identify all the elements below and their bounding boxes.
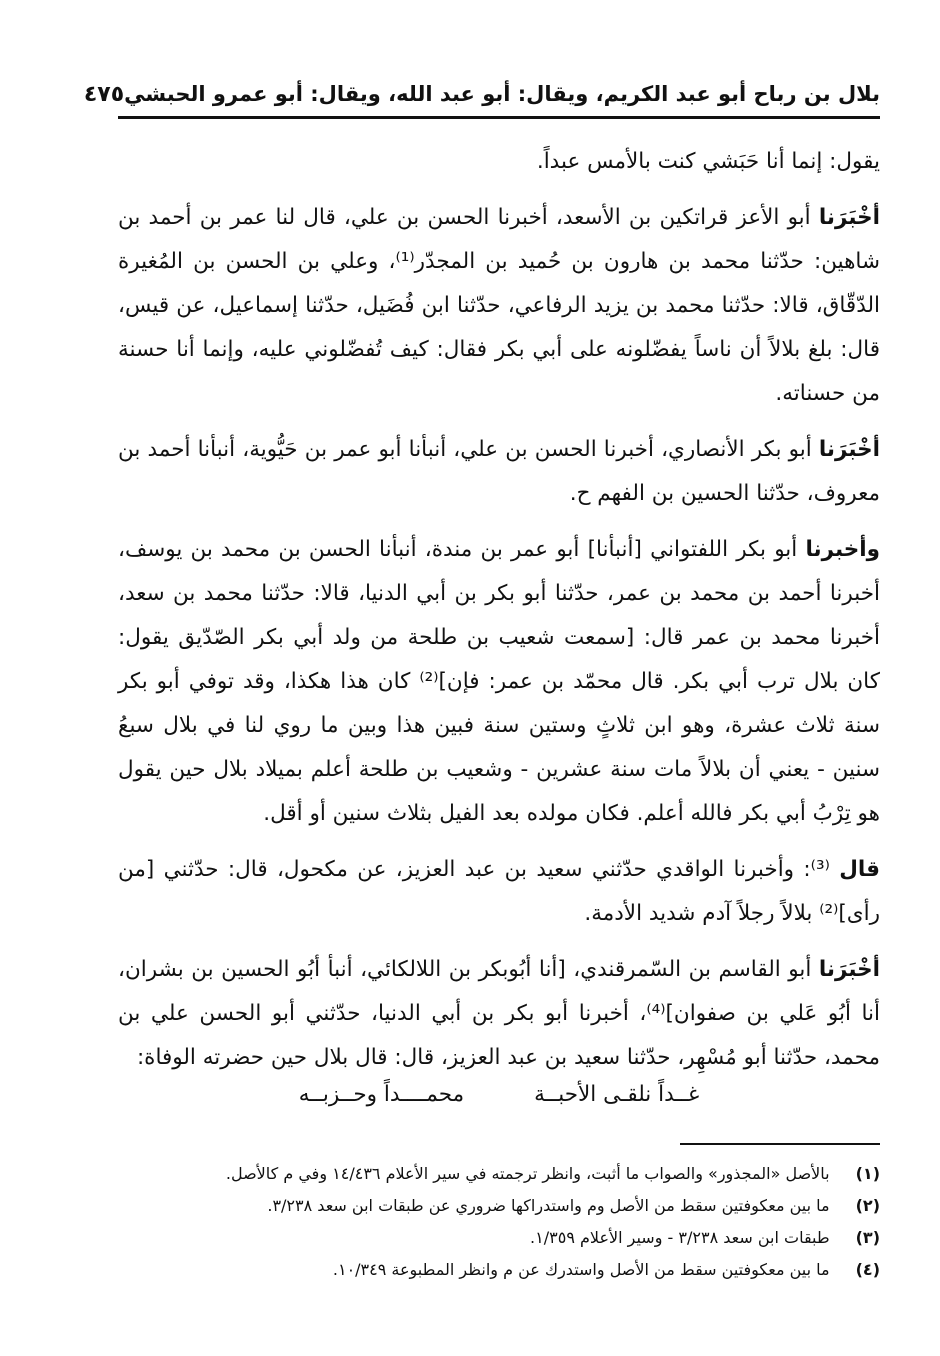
paragraph-text: أبو بكر الأنصاري، أخبرنا الحسن بن علي، أنبأنا أبو عمر بن حَيُّوية، أنبأنا أحمد بن معروف، حدّثنا الحسين بن الفهم ح. [118, 437, 880, 506]
footnote [118, 1158, 880, 1190]
paragraph-text: أبو الأعز قراتكين بن الأسعد، أخبرنا الحسن بن علي، قال لنا عمر بن أحمد بن شاهين: حدّثنا محمد بن هارون بن حُميد بن المجدّر⁽¹⁾، وعلي بن الحسن بن المُغيرة الدّقّاق، قالا: حدّثنا محمد بن يزيد الرفاعي، حدّثنا ابن فُضَيل، حدّثنا إسماعيل، عن قيس، قال: بلغ بلالاً أن ناساً يفضّلونه على أبي بكر فقال: كيف تُفضّلوني عليه، وإنما أنا حسنة من حسناته. [118, 205, 880, 406]
page-header [83, 72, 880, 119]
footnote-text: ما بين معكوفتين سقط من الأصل واستدرك عن م وانظر المطبوعة ١٠/٣٤٩. [332, 1260, 830, 1279]
footnote-text: طبقات ابن سعد ٣/٢٣٨ - وسير الأعلام ١/٣٥٩. [530, 1228, 830, 1247]
page-number: ٤٧٥ [83, 81, 125, 107]
paragraph [118, 528, 880, 836]
footnote-number: (١) [855, 1164, 880, 1183]
footnote-separator [680, 1143, 880, 1145]
footnote [118, 1190, 880, 1222]
paragraph-text: ⁽³⁾: وأخبرنا الواقدي حدّثني سعيد بن عبد العزيز، عن مكحول، قال: حدّثني [من رأى]⁽²⁾ بلالاً رجلاً آدم شديد الأدمة. [118, 857, 880, 926]
body-text [118, 140, 880, 1092]
paragraph-text: يقول: إنما أنا حَبَشي كنت بالأمس عبداً. [536, 149, 880, 174]
poem-verse [118, 1082, 880, 1107]
paragraph-lead: أخْبَرَنا [818, 205, 880, 230]
footnote [118, 1222, 880, 1254]
paragraph-lead: وأخبرنا [805, 537, 880, 562]
footnote [118, 1254, 880, 1286]
paragraph [118, 948, 880, 1080]
footnotes [118, 1158, 880, 1286]
paragraph-lead: أخْبَرَنا [818, 957, 880, 982]
footnote-number: (٤) [855, 1260, 880, 1279]
paragraph-text: أبو القاسم بن السّمرقندي، [أنا أبُوبكر بن اللالكائي، أنبأ أبُو الحسين بن بشران، أنا أبُو عَلي بن صفوان]⁽⁴⁾، أخبرنا أبو بكر بن أبي الدنيا، حدّثني أبو الحسن علي بن محمد، حدّثنا أبو مُسْهِر، حدّثنا سعيد بن عبد العزيز، قال: قال بلال حين حضرته الوفاة: [118, 957, 881, 1070]
paragraph [118, 196, 880, 416]
poem-hemistich-first: غــداً نلقـى الأحبــة [534, 1082, 700, 1107]
footnote-number: (٢) [855, 1196, 880, 1215]
footnote-text: بالأصل «المجذور» والصواب ما أثبت، وانظر ترجمته في سير الأعلام ١٤/٤٣٦ وفي م كالأصل. [225, 1164, 830, 1183]
footnote-text: ما بين معكوفتين سقط من الأصل وم واستدراكها ضروري عن طبقات ابن سعد ٣/٢٣٨. [267, 1196, 830, 1215]
paragraph-text: أبو بكر اللفتواني [أنبأنا] أبو عمر بن مندة، أنبأنا الحسن بن محمد بن يوسف، أخبرنا أحمد بن محمد بن عمر، حدّثنا أبو بكر بن أبي الدنيا، قالا: حدّثنا محمد بن سعد، أخبرنا محمد بن عمر قال: [سمعت شعيب بن طلحة من ولد أبي بكر الصّدّيق يقول: كان بلال ترب أبي بكر. قال محمّد بن عمر: فإن]⁽²⁾ كان هذا هكذا، وقد توفي أبو بكر سنة ثلاث عشرة، وهو ابن ثلاثٍ وستين سنة فبين هذا وبين ما روي لنا في بلال سبعُ سنين - يعني أن بلالاً مات سنة عشرين - وشعيب بن طلحة أعلم بميلاد بلال حين يقول هو تِرْبُ أبي بكر فالله أعلم. فكان مولده بعد الفيل بثلاث سنين أو أقل. [118, 537, 880, 826]
paragraph [118, 140, 880, 184]
running-title: بلال بن رباح أبو عبد الكريم، ويقال: أبو عبد الله، ويقال: أبو عمرو الحبشي [124, 82, 880, 106]
paragraph-lead: أخْبَرَنا [818, 437, 880, 462]
poem-hemistich-second: محمــــداً وحــزبــه [298, 1082, 465, 1107]
paragraph-lead: قال [839, 857, 881, 882]
paragraph [118, 848, 880, 936]
footnote-number: (٣) [855, 1228, 880, 1247]
paragraph [118, 428, 880, 516]
